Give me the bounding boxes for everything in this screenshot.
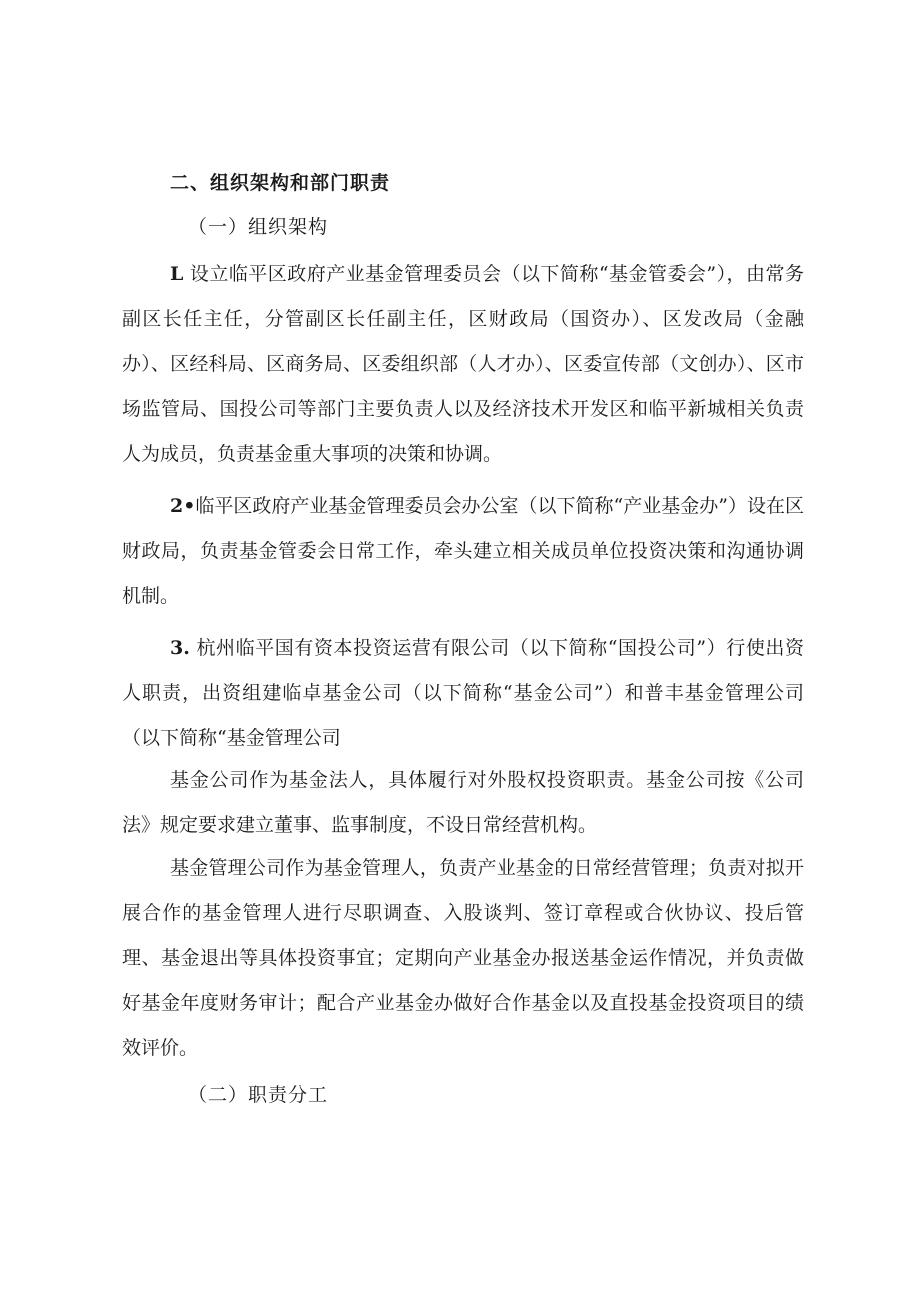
subsection-heading-org-structure: （一）组织架构 xyxy=(188,216,329,238)
paragraph-text: 杭州临平国有资本投资运营有限公司（以下简称“国投公司”）行使出资人职责，出资组建临卓基金公司（以下简称“基金公司”）和普丰基金管理公司（以下简称“基金管理公司 xyxy=(122,637,804,749)
section-heading: 二、组织架构和部门职责 xyxy=(170,172,391,194)
paragraph-2 xyxy=(122,484,804,619)
paragraph-number: 3. xyxy=(170,637,190,659)
paragraph-text: 设立临平区政府产业基金管理委员会（以下简称“基金管委会”），由常务副区长任主任，分管副区长任副主任，区财政局（国资办）、区发改局（金融办）、区经科局、区商务局、区委组织部（人才办）、区委宣传部（文创办）、区市场监管局、国投公司等部门主要负责人以及经济技术开发区和临平新城相关负责人为成员，负责基金重大事项的决策和协调。 xyxy=(122,263,804,465)
paragraph-5: 基金管理公司作为基金管理人，负责产业基金的日常经营管理；负责对拟开展合作的基金管理人进行尽职调查、入股谈判、签订章程或合伙协议、投后管理、基金退出等具体投资事宜；定期向产业基金办报送基金运作情况，并负责做好基金年度财务审计；配合产业基金办做好合作基金以及直投基金投资项目的绩效评价。 xyxy=(122,857,804,1059)
paragraph-number: L xyxy=(170,263,184,285)
paragraph-text: 临平区政府产业基金管理委员会办公室（以下简称“产业基金办”）设在区财政局，负责基金管委会日常工作，牵头建立相关成员单位投资决策和沟通协调机制。 xyxy=(122,495,804,607)
paragraph-number: 2• xyxy=(170,495,196,517)
paragraph-1 xyxy=(122,252,804,477)
subsection-heading-duties: （二）职责分工 xyxy=(188,1084,329,1106)
paragraph-4: 基金公司作为基金法人，具体履行对外股权投资职责。基金公司按《公司法》规定要求建立董事、监事制度，不设日常经营机构。 xyxy=(122,769,804,836)
paragraph-3 xyxy=(122,626,804,761)
